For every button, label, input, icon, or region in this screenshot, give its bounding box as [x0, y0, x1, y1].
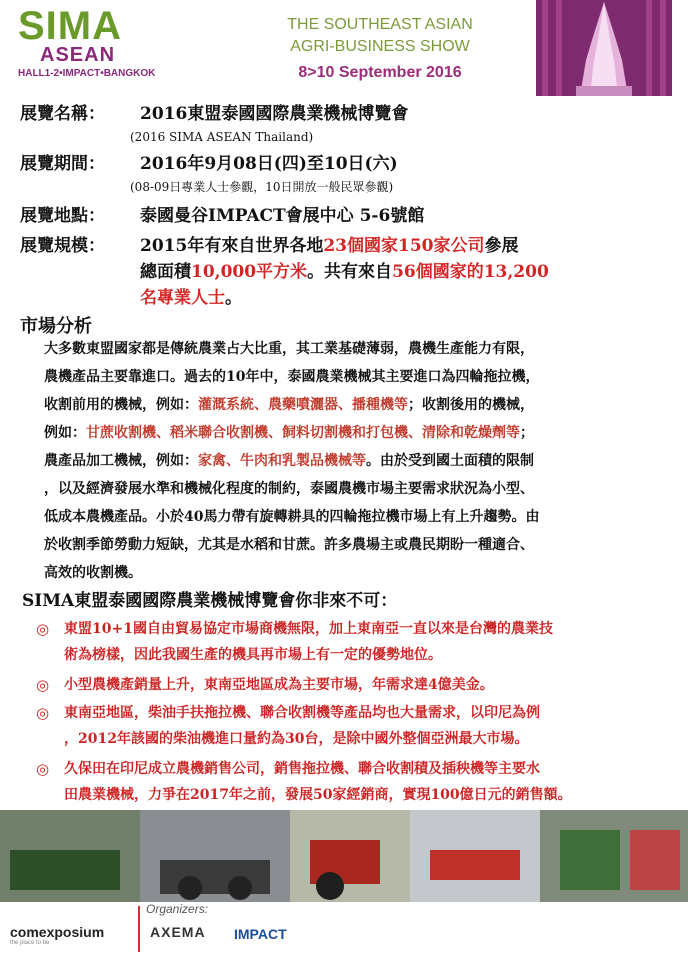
market-line-5-a: 農產品加工機械，例如：: [44, 453, 198, 469]
market-line-4-highlight: 甘蔗收割機、稻米聯合收割機、飼料切割機和打包機、清除和乾燥劑等: [86, 425, 520, 441]
exhibition-scale-label: 展覽規模：: [20, 236, 105, 256]
market-line-4-c: ；: [520, 425, 534, 441]
market-line-1: 大多數東盟國家都是傳統農業占大比重，其工業基礎薄弱，農機生產能力有限，: [44, 341, 534, 357]
show-title-line2: AGRI-BUSINESS SHOW: [290, 38, 470, 55]
bullet-icon: ◎: [36, 676, 50, 694]
exhibition-scale-line3: [140, 286, 242, 310]
scale-line2-c: 。共有來自: [307, 262, 393, 282]
market-line-3: [44, 394, 534, 416]
comexposium-tagline: the place to be: [10, 940, 50, 946]
exhibition-period-label: 展覽期間：: [20, 154, 105, 174]
bullet-1-line-2: 術為榜樣，因此我國生產的機具再市場上有一定的優勢地位。: [64, 647, 442, 663]
scale-line3-a: 名專業人士: [140, 288, 225, 308]
show-title-line1: THE SOUTHEAST ASIAN: [287, 16, 473, 33]
temple-spire-graphic: [536, 0, 672, 96]
exhibition-name-row: [20, 102, 408, 126]
exhibition-period-value: 2016年9月08日(四)至10日(六): [140, 154, 398, 174]
market-line-4-a: 例如：: [44, 425, 86, 441]
exhibition-period-row: [20, 152, 398, 176]
market-line-2: 農機產品主要靠進口。過去的10年中，泰國農業機械其主要進口為四輪拖拉機，: [44, 369, 540, 385]
market-line-5-highlight: 家禽、牛肉和乳製品機械等: [198, 453, 366, 469]
bullet-4-line-1: 久保田在印尼成立農機銷售公司，銷售拖拉機、聯合收割積及插秧機等主要水: [64, 761, 540, 777]
logo-asean-text: ASEAN: [40, 44, 116, 66]
exhibition-name-sub: (2016 SIMA ASEAN Thailand): [130, 130, 314, 144]
comexposium-logo: comexposium: [10, 924, 105, 940]
bullet-2-line-1: 小型農機產銷量上升，東南亞地區成為主要市場，年需求達4億美金。: [64, 677, 494, 693]
scale-line2-a: 總面積: [140, 262, 191, 282]
logo-hall-text: HALL1-2•IMPACT•BANGKOK: [18, 68, 156, 79]
scale-line3-b: 。: [225, 288, 242, 308]
market-line-8: 於收割季節勞動力短缺，尤其是水稻和甘蔗。許多農場主或農民期盼一種適合、: [44, 537, 534, 553]
exhibition-period-sub: (08-09日專業人士參觀，10日開放一般民眾參觀): [130, 180, 394, 194]
footer-divider: [138, 906, 140, 952]
bullet-icon: ◎: [36, 620, 50, 638]
bullet-4-line-2: 田農業機械，力爭在2017年之前，發展50家經銷商，實現100億日元的銷售額。: [64, 787, 572, 803]
market-line-3-c: ；收割後用的機械，: [408, 397, 534, 413]
bullet-3-line-2: ，2012年該國的柴油機進口量約為30台，是除中國外整個亞洲最大市場。: [64, 731, 529, 747]
axema-logo: AXEMA: [150, 924, 206, 940]
market-line-5-c: 。由於受到國土面積的限制: [366, 453, 534, 469]
market-line-5: [44, 450, 534, 472]
scale-line2-area: 10,000平方米: [191, 262, 308, 282]
market-line-4: [44, 422, 534, 444]
scale-line2-visitors: 56個國家的13,200: [392, 262, 549, 282]
market-line-3-highlight: 灌溉系統、農藥噴灑器、播種機等: [198, 397, 408, 413]
exhibition-venue-label: 展覽地點：: [20, 206, 105, 226]
exhibition-scale-line2: [140, 260, 549, 284]
bullet-3-line-1: 東南亞地區，柴油手扶拖拉機、聯合收割機等產品均也大量需求，以印尼為例: [64, 705, 540, 721]
scale-line1-a: 2015年有來自世界各地: [140, 236, 324, 256]
exhibition-scale-row: [20, 234, 518, 258]
why-attend-heading: SIMA東盟泰國國際農業機械博覽會你非來不可：: [22, 591, 398, 611]
show-date: 8>10 September 2016: [298, 64, 462, 81]
sima-logo: [18, 6, 122, 46]
logo-sima-text: SIMA: [18, 4, 122, 48]
market-line-3-a: 收割前用的機械，例如：: [44, 397, 198, 413]
scale-line1-highlight: 23個國家150家公司: [323, 236, 485, 256]
market-line-6: ，以及經濟發展水準和機械化程度的制約，泰國農機市場主要需求狀況為小型、: [44, 481, 534, 497]
market-line-7: 低成本農機產品。小於40馬力帶有旋轉耕具的四輪拖拉機市場上有上升趨勢。由: [44, 509, 540, 525]
exhibition-venue-row: [20, 204, 424, 228]
market-analysis-heading: 市場分析: [20, 316, 92, 337]
exhibition-photo-strip: [0, 810, 688, 902]
exhibition-name-value: 2016東盟泰國國際農業機械博覽會: [140, 104, 409, 124]
exhibition-venue-value: 泰國曼谷IMPACT會展中心 5-6號館: [140, 206, 425, 226]
organizers-label: Organizers:: [146, 902, 209, 916]
scale-line1-c: 參展: [484, 236, 519, 256]
bullet-icon: ◎: [36, 704, 50, 722]
exhibition-name-label: 展覽名稱：: [20, 104, 105, 124]
bullet-1-line-1: 東盟10+1國自由貿易協定市場商機無限，加上東南亞一直以來是台灣的農業技: [64, 621, 553, 637]
bullet-icon: ◎: [36, 760, 50, 778]
impact-logo: IMPACT: [234, 926, 287, 942]
market-line-9: 高效的收割機。: [44, 565, 142, 581]
